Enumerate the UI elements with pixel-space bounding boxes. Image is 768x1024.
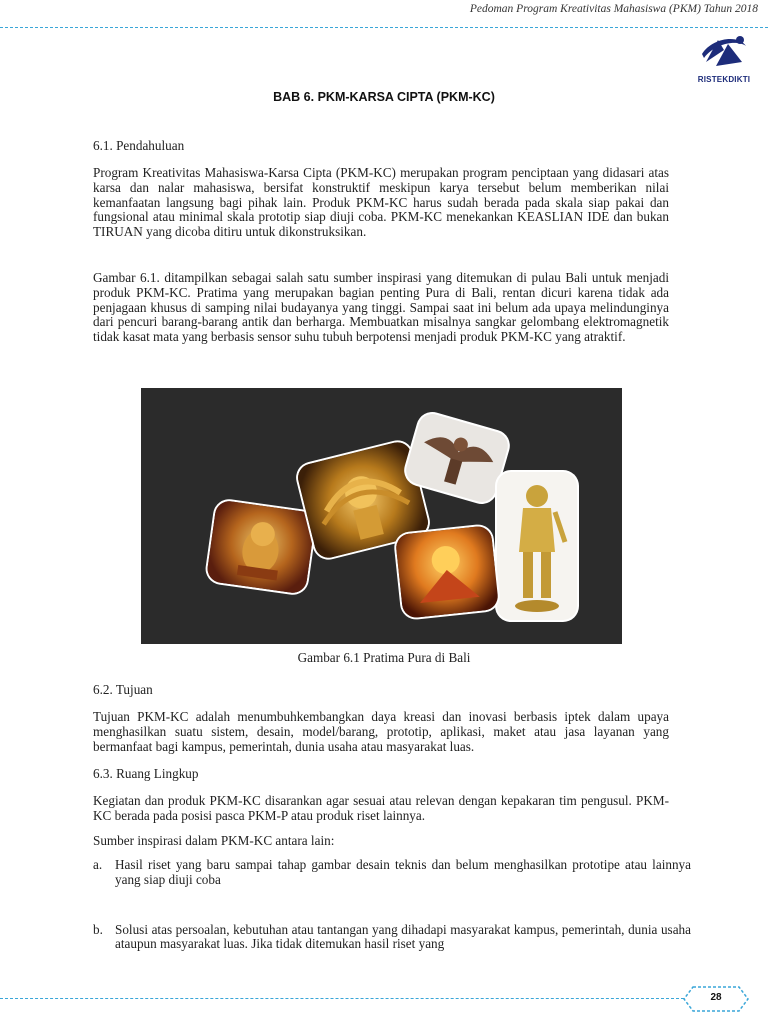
ristekdikti-logo <box>694 32 754 88</box>
paragraph-tujuan: Tujuan PKM-KC adalah menumbuhkembangkan daya kreasi dan inovasi berbasis iptek dalam upaya menghasilkan suatu sistem, desain, model/barang, prototip, aplikasi, maket atau jasa layanan yang bermanfaat bagi kampus, pemerintah, dunia usaha atau masyarakat luas. <box>93 709 669 754</box>
list-item-text: Solusi atas persoalan, kebutuhan atau tantangan yang dihadapi masyarakat kampus, pemerintah, dunia usaha ataupun masyarakat luas. Jika tidak ditemukan hasil riset yang <box>115 921 691 952</box>
section-heading-pendahuluan: 6.1. Pendahuluan <box>93 138 185 153</box>
paragraph-intro-2: Gambar 6.1. ditampilkan sebagai salah satu sumber inspirasi yang ditemukan di pulau Bali untuk menjadi produk PKM-KC. Pratima yang merupakan bagian penting Pura di Bali, rentan dicuri karena tidak ada penjagaan khusus di samping nilai budayanya yang tinggi. Sampai saat ini belum ada upaya melindunginya dari pencuri barang-barang antik dan berharga. Membuatkan misalnya sangkar gelombang elektromagnetik tidak kasat mata yang berbasis sensor suhu tubuh berpotensi menjadi produk PKM-KC yang atraktif. <box>93 270 669 345</box>
logo-label: RISTEKDIKTI <box>697 75 751 84</box>
list-item <box>93 858 691 888</box>
figure-caption: Gambar 6.1 Pratima Pura di Bali <box>297 650 471 665</box>
paragraph-ruang-1: Kegiatan dan produk PKM-KC disarankan agar sesuai atau relevan dengan kepakaran tim pengusul. PKM-KC berada pada posisi pasca PKM-P atau produk riset lainnya. <box>93 793 669 823</box>
ristekdikti-emblem-icon <box>698 32 750 74</box>
golden-statue-icon <box>497 472 577 620</box>
list-item <box>93 923 691 953</box>
figure-pratima <box>141 388 622 644</box>
pratima-image-ganesha <box>206 499 316 594</box>
section-heading-ruang-lingkup: 6.3. Ruang Lingkup <box>93 766 199 781</box>
header-divider <box>0 27 768 28</box>
pratima-image-durga <box>395 525 499 619</box>
footer-divider <box>0 998 684 999</box>
page-number-badge <box>683 986 749 1012</box>
chapter-title: BAB 6. PKM-KARSA CIPTA (PKM-KC) <box>273 90 495 104</box>
pratima-image-hanuman <box>497 472 577 620</box>
ganesha-figure-icon <box>206 499 316 594</box>
paragraph-ruang-2: Sumber inspirasi dalam PKM-KC antara lain: <box>93 833 335 848</box>
section-heading-tujuan: 6.2. Tujuan <box>93 682 153 697</box>
running-header: Pedoman Program Kreativitas Mahasiswa (PKM) Tahun 2018 <box>469 3 758 15</box>
durga-shrine-icon <box>395 525 499 619</box>
paragraph-intro-1: Program Kreativitas Mahasiswa-Karsa Cipta (PKM-KC) merupakan program penciptaan yang didasari atas karsa dan nalar mahasiswa, bersifat konstruktif meskipun karya tersebut belum memberikan nilai kemanfaatan langsung bagi pihak lain. Produk PKM-KC harus sudah berada pada skala siap pakai dan fungsional atau minimal skala prototip siap diuji coba. PKM-KC menekankan KEASLIAN IDE dan bukan TIRUAN yang dicoba ditiru untuk dikonstruksikan. <box>93 165 669 240</box>
list-marker: b. <box>93 921 103 937</box>
page-number: 28 <box>710 992 722 1003</box>
list-marker: a. <box>93 857 103 872</box>
list-item-text: Hasil riset yang baru sampai tahap gambar desain teknis dan belum menghasilkan prototipe atau lainnya yang siap diuji coba <box>115 857 691 887</box>
